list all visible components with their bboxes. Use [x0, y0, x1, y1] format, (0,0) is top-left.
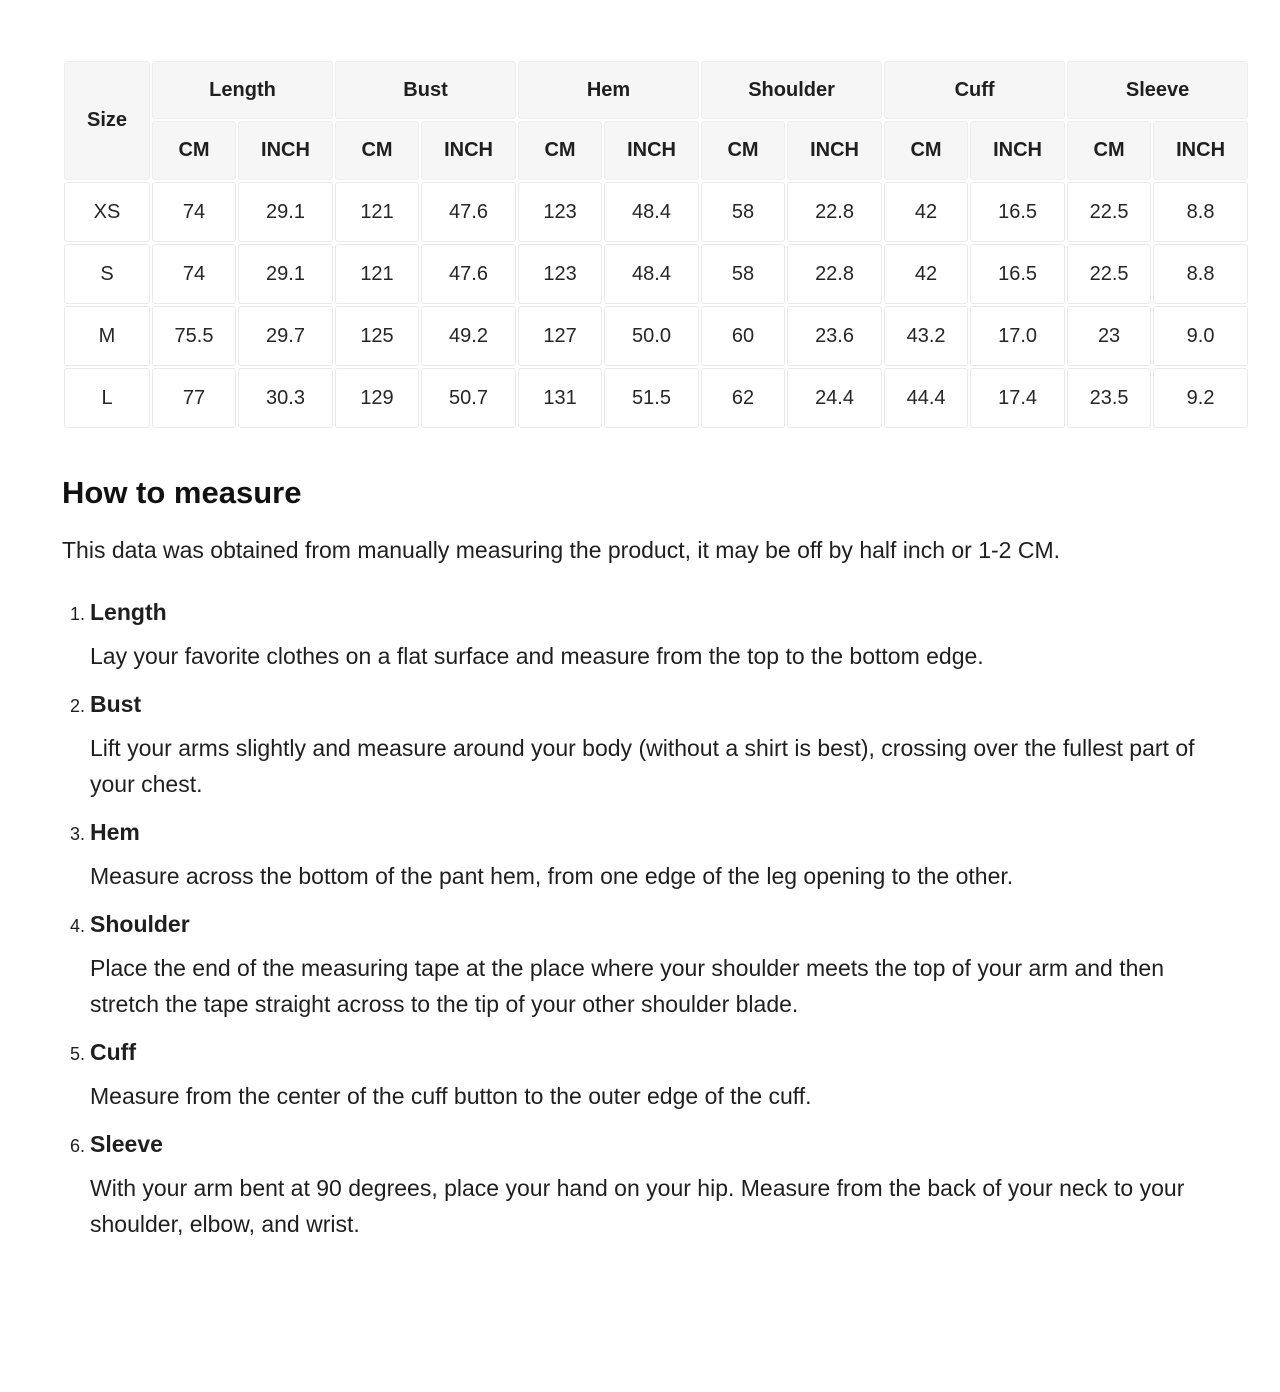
value-cell: 125	[335, 306, 419, 366]
measure-term: 6. Sleeve	[90, 1131, 163, 1157]
value-cell: 16.5	[970, 244, 1065, 304]
unit-header-inch: INCH	[970, 121, 1065, 180]
value-cell: 29.1	[238, 182, 333, 242]
unit-header-inch: INCH	[787, 121, 882, 180]
unit-header-cm: CM	[152, 121, 236, 180]
value-cell: 121	[335, 182, 419, 242]
table-row-l	[64, 368, 1248, 428]
value-cell: 23	[1067, 306, 1151, 366]
measure-item-hem	[90, 814, 1218, 894]
value-cell: 123	[518, 182, 602, 242]
size-cell: M	[64, 306, 150, 366]
table-group-header-row	[64, 61, 1248, 119]
value-cell: 47.6	[421, 182, 516, 242]
unit-header-inch: INCH	[421, 121, 516, 180]
measure-item-bust	[90, 686, 1218, 802]
value-cell: 22.8	[787, 182, 882, 242]
value-cell: 74	[152, 244, 236, 304]
value-cell: 42	[884, 244, 968, 304]
value-cell: 17.0	[970, 306, 1065, 366]
table-unit-header-row	[64, 121, 1248, 180]
value-cell: 127	[518, 306, 602, 366]
value-cell: 43.2	[884, 306, 968, 366]
measure-item-shoulder	[90, 906, 1218, 1022]
value-cell: 29.7	[238, 306, 333, 366]
value-cell: 47.6	[421, 244, 516, 304]
measure-term: 1. Length	[90, 599, 167, 625]
measure-item-cuff	[90, 1034, 1218, 1114]
col-header-size: Size	[64, 61, 150, 180]
value-cell: 29.1	[238, 244, 333, 304]
value-cell: 24.4	[787, 368, 882, 428]
value-cell: 42	[884, 182, 968, 242]
value-cell: 8.8	[1153, 244, 1248, 304]
col-group-shoulder: Shoulder	[701, 61, 882, 119]
table-row-s	[64, 244, 1248, 304]
col-group-hem: Hem	[518, 61, 699, 119]
value-cell: 16.5	[970, 182, 1065, 242]
value-cell: 49.2	[421, 306, 516, 366]
col-group-cuff: Cuff	[884, 61, 1065, 119]
size-cell: XS	[64, 182, 150, 242]
value-cell: 58	[701, 182, 785, 242]
unit-header-cm: CM	[884, 121, 968, 180]
value-cell: 22.5	[1067, 182, 1151, 242]
measure-description: Lay your favorite clothes on a flat surface and measure from the top to the bottom edge.	[90, 643, 984, 669]
value-cell: 44.4	[884, 368, 968, 428]
unit-header-inch: INCH	[1153, 121, 1248, 180]
value-cell: 74	[152, 182, 236, 242]
value-cell: 8.8	[1153, 182, 1248, 242]
measure-term: 5. Cuff	[90, 1039, 136, 1065]
value-cell: 50.7	[421, 368, 516, 428]
value-cell: 121	[335, 244, 419, 304]
measure-description: With your arm bent at 90 degrees, place your hand on your hip. Measure from the back of your neck to your shoulder, elbow, and wrist.	[90, 1175, 1185, 1237]
how-to-measure-title: How to measure	[62, 475, 302, 510]
unit-header-cm: CM	[701, 121, 785, 180]
value-cell: 48.4	[604, 182, 699, 242]
value-cell: 9.0	[1153, 306, 1248, 366]
value-cell: 23.5	[1067, 368, 1151, 428]
unit-header-cm: CM	[1067, 121, 1151, 180]
value-cell: 50.0	[604, 306, 699, 366]
value-cell: 9.2	[1153, 368, 1248, 428]
value-cell: 51.5	[604, 368, 699, 428]
measure-term: 3. Hem	[90, 819, 140, 845]
unit-header-cm: CM	[335, 121, 419, 180]
unit-header-inch: INCH	[238, 121, 333, 180]
value-cell: 48.4	[604, 244, 699, 304]
value-cell: 22.8	[787, 244, 882, 304]
value-cell: 17.4	[970, 368, 1065, 428]
col-group-length: Length	[152, 61, 333, 119]
size-cell: L	[64, 368, 150, 428]
col-group-bust: Bust	[335, 61, 516, 119]
value-cell: 123	[518, 244, 602, 304]
value-cell: 23.6	[787, 306, 882, 366]
unit-header-cm: CM	[518, 121, 602, 180]
value-cell: 129	[335, 368, 419, 428]
table-row-xs	[64, 182, 1248, 242]
measure-term: 4. Shoulder	[90, 911, 190, 937]
measure-description: Lift your arms slightly and measure around your body (without a shirt is best), crossing over the fullest part of your chest.	[90, 735, 1195, 797]
size-chart-page	[62, 59, 1226, 1242]
measure-description: Measure from the center of the cuff button to the outer edge of the cuff.	[90, 1083, 812, 1109]
table-row-m	[64, 306, 1248, 366]
col-group-sleeve: Sleeve	[1067, 61, 1248, 119]
measure-item-length	[90, 594, 1218, 674]
value-cell: 60	[701, 306, 785, 366]
value-cell: 75.5	[152, 306, 236, 366]
measure-item-sleeve	[90, 1126, 1218, 1242]
value-cell: 62	[701, 368, 785, 428]
value-cell: 131	[518, 368, 602, 428]
unit-header-inch: INCH	[604, 121, 699, 180]
size-chart-table	[62, 59, 1250, 430]
size-cell: S	[64, 244, 150, 304]
measure-description: Measure across the bottom of the pant hem, from one edge of the leg opening to the other.	[90, 863, 1014, 889]
measure-description: Place the end of the measuring tape at the place where your shoulder meets the top of your arm and then stretch the tape straight across to the tip of your other shoulder blade.	[90, 955, 1164, 1017]
value-cell: 58	[701, 244, 785, 304]
value-cell: 22.5	[1067, 244, 1151, 304]
measure-term: 2. Bust	[90, 691, 142, 717]
value-cell: 77	[152, 368, 236, 428]
measure-instructions-list	[62, 594, 1218, 1242]
measure-disclaimer-text: This data was obtained from manually measuring the product, it may be off by half inch or 1-2 CM.	[62, 537, 1061, 563]
value-cell: 30.3	[238, 368, 333, 428]
